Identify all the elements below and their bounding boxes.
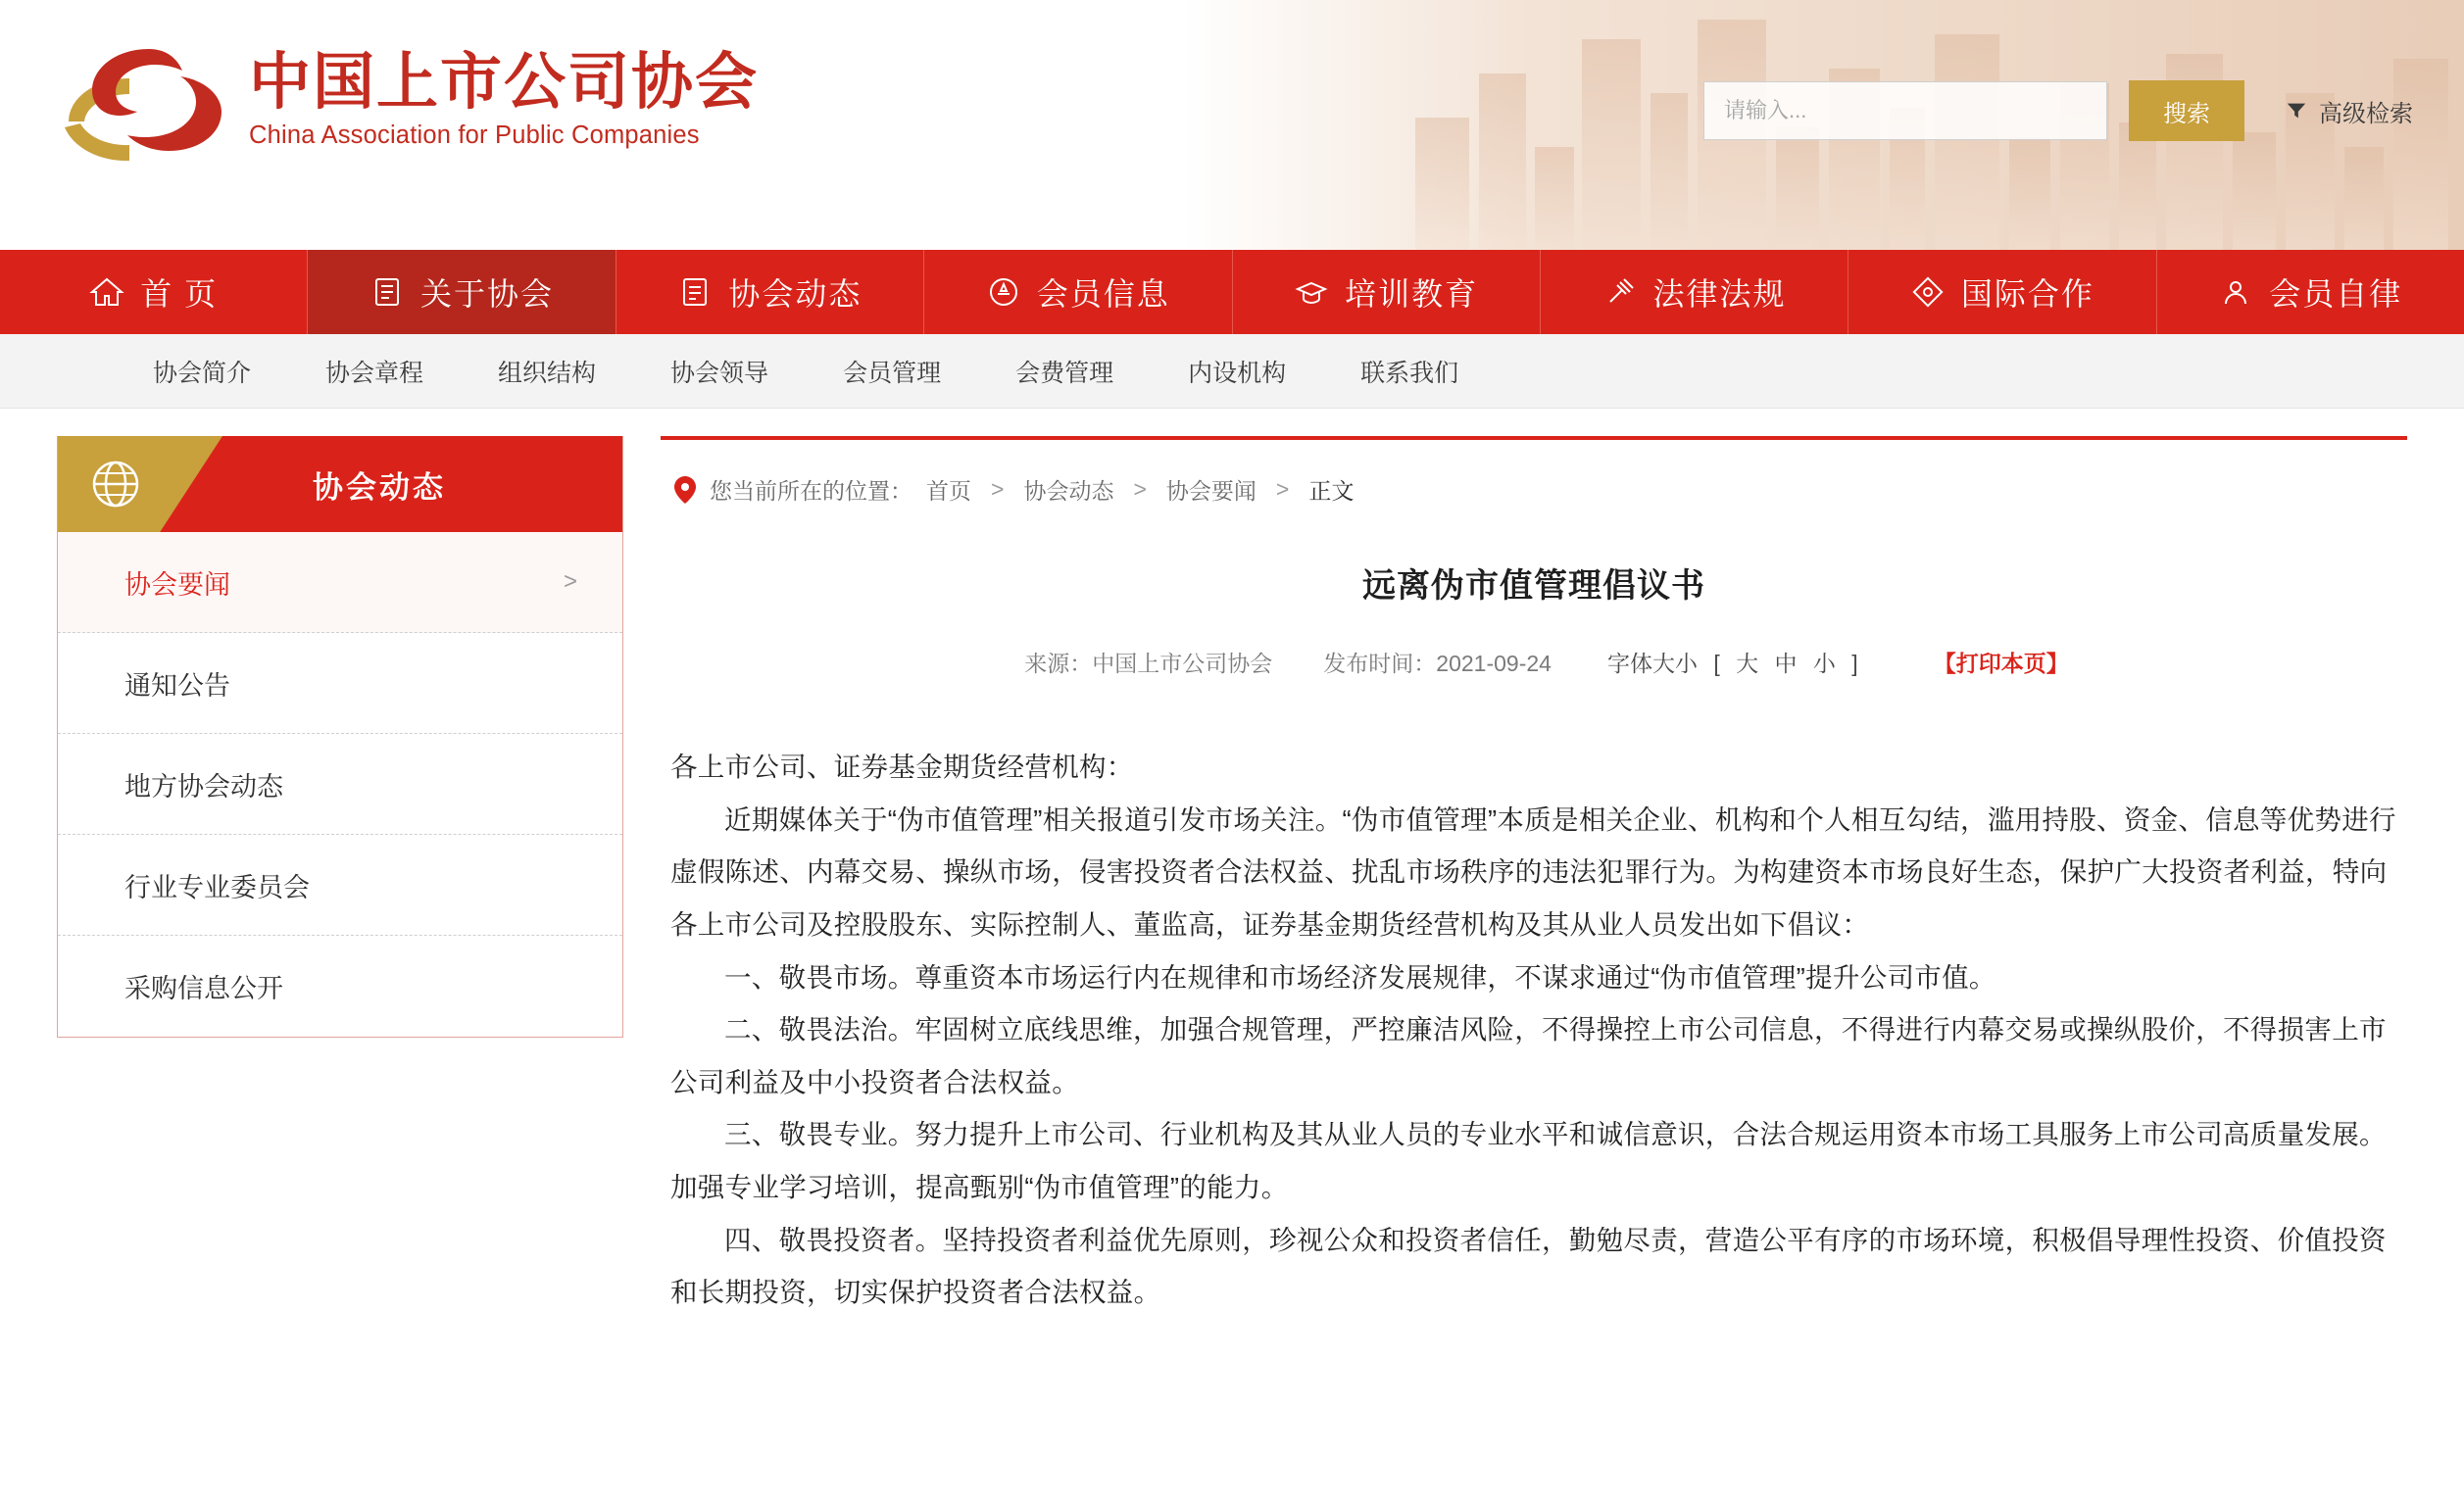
content-area [661, 436, 2407, 1378]
site-logo[interactable] [55, 37, 759, 163]
sidebar-header [58, 436, 622, 532]
subnav-item-member-mgmt[interactable]: 会员管理 [843, 359, 942, 387]
article-date [1323, 646, 1552, 678]
advanced-search-label: 高级检索 [2319, 100, 2413, 127]
nav-item-news[interactable] [616, 250, 924, 334]
handshake-icon [1910, 274, 1946, 310]
search-button[interactable]: 搜索 [2129, 80, 2244, 141]
article-date-label: 发布时间： [1323, 651, 1437, 676]
article-body [661, 741, 2407, 1378]
article-paragraph: 一、敬畏市场。尊重资本市场运行内在规律和市场经济发展规律，不谋求通过“伪市值管理”提升公司市值。 [724, 961, 1996, 993]
nav-label: 国际合作 [1960, 276, 2094, 312]
badge-icon [986, 274, 1021, 310]
news-icon [677, 274, 713, 310]
nav-label: 培训教育 [1345, 276, 1479, 312]
nav-item-about[interactable] [308, 250, 616, 334]
search-area [1703, 80, 2413, 141]
sidebar-item-local-association[interactable] [58, 734, 622, 835]
page-body [0, 409, 2464, 1378]
subnav-item-contact[interactable]: 联系我们 [1360, 359, 1459, 387]
nav-label: 关于协会 [420, 276, 555, 312]
breadcrumb-item-news[interactable]: 协会动态 [1023, 478, 1114, 504]
main-navigation [0, 250, 2464, 334]
article-paragraph: 二、敬畏法治。牢固树立底线思维，加强合规管理，严控廉洁风险，不得操控上市公司信息，不得进行内幕交易或操纵股价，不得损害上市公司利益及中小投资者合法权益。 [670, 1014, 2387, 1097]
article-date-value: 2021-09-24 [1436, 651, 1552, 676]
gavel-icon [1602, 274, 1638, 310]
article-title: 远离伪市值管理倡议书 [1362, 567, 1705, 605]
nav-item-law[interactable] [1541, 250, 1848, 334]
sidebar-item-procurement[interactable] [58, 936, 622, 1037]
font-size-medium[interactable]: 中 [1774, 651, 1798, 676]
globe-icon [89, 458, 142, 510]
nav-label: 法律法规 [1652, 276, 1787, 312]
font-size-small[interactable]: 小 [1812, 651, 1836, 676]
home-icon [89, 274, 124, 310]
subnav-item-intro[interactable]: 协会简介 [153, 359, 252, 387]
article-paragraph: 各上市公司、证券基金期货经营机构： [670, 752, 1134, 782]
breadcrumb-prefix: 您当前所在的位置： [710, 478, 912, 504]
subnav-item-leadership[interactable]: 协会领导 [670, 359, 769, 387]
nav-label: 首 页 [140, 276, 219, 312]
subnav-item-departments[interactable]: 内设机构 [1188, 359, 1287, 387]
breadcrumb-separator: > [1275, 476, 1290, 502]
font-size-control [1602, 646, 1863, 678]
sidebar-item-label: 地方协会动态 [124, 771, 283, 802]
subnav-item-fee-mgmt[interactable]: 会费管理 [1015, 359, 1114, 387]
nav-item-training[interactable] [1233, 250, 1541, 334]
sidebar [57, 436, 623, 1038]
sidebar-title: 协会动态 [313, 469, 446, 505]
logo-mark-icon [55, 37, 223, 163]
article-meta [661, 646, 2407, 678]
advanced-search-link[interactable] [2286, 94, 2413, 128]
sidebar-item-notices[interactable] [58, 633, 622, 734]
font-size-bracket-open: [ [1713, 651, 1720, 676]
breadcrumb-item-current: 正文 [1308, 478, 1355, 504]
nav-item-selfdiscipline[interactable] [2157, 250, 2464, 334]
article-source-label: 来源： [1024, 651, 1093, 676]
font-size-large[interactable]: 大 [1736, 651, 1759, 676]
graduation-cap-icon [1294, 274, 1329, 310]
nav-label: 会员自律 [2269, 276, 2403, 312]
breadcrumb-separator: > [991, 476, 1005, 502]
nav-item-members[interactable] [924, 250, 1232, 334]
nav-label: 协会动态 [728, 276, 862, 312]
breadcrumb-item-headlines[interactable]: 协会要闻 [1165, 478, 1257, 504]
sub-navigation [0, 334, 2464, 409]
person-icon [2218, 274, 2253, 310]
subnav-item-structure[interactable]: 组织结构 [498, 359, 597, 387]
font-size-bracket-close: ] [1851, 651, 1858, 676]
location-pin-icon [674, 476, 696, 504]
nav-item-home[interactable] [0, 250, 308, 334]
search-input[interactable] [1703, 81, 2107, 140]
breadcrumb-item-home[interactable]: 首页 [926, 478, 971, 504]
nav-label: 会员信息 [1036, 276, 1170, 312]
breadcrumb [661, 440, 2407, 506]
article-paragraph: 三、敬畏专业。努力提升上市公司、行业机构及其从业人员的专业水平和诚信意识，合法合规运用资本市场工具服务上市公司高质量发展。加强专业学习培训，提高甄别“伪市值管理”的能力。 [670, 1119, 2387, 1202]
sidebar-item-news[interactable] [58, 532, 622, 633]
sidebar-item-label: 采购信息公开 [124, 974, 283, 1003]
article-paragraph: 近期媒体关于“伪市值管理”相关报道引发市场关注。“伪市值管理”本质是相关企业、机构和个人相互勾结，滥用持股、资金、信息等优势进行虚假陈述、内幕交易、操纵市场，侵害投资者合法权益、扰乱市场秩序的违法犯罪行为。为构建资本市场良好生态，保护广大投资者利益，特向各上市公司及控股股东、实际控制人、董监高，证券基金期货经营机构及其从业人员发出如下倡议： [670, 803, 2396, 940]
article-source-value: 中国上市公司协会 [1092, 651, 1273, 676]
subnav-item-charter[interactable]: 协会章程 [325, 359, 424, 387]
logo-text-cn: 中国上市公司协会 [249, 48, 759, 118]
sidebar-item-label: 行业专业委员会 [124, 872, 310, 902]
logo-text-en: China Association for Public Companies [249, 121, 700, 149]
breadcrumb-separator: > [1133, 476, 1147, 502]
article-source [1024, 646, 1272, 678]
document-icon [370, 274, 405, 310]
funnel-icon [2286, 100, 2307, 122]
print-page-button[interactable]: 【打印本页】 [1933, 651, 2069, 676]
article-paragraph: 四、敬畏投资者。坚持投资者利益优先原则，珍视公众和投资者信任，勤勉尽责，营造公平有序的市场环境，积极倡导理性投资、价值投资和长期投资，切实保护投资者合法权益。 [670, 1224, 2387, 1308]
sidebar-item-label: 协会要闻 [124, 569, 230, 600]
nav-item-international[interactable] [1848, 250, 2156, 334]
chevron-right-icon: > [563, 568, 577, 595]
sidebar-item-label: 通知公告 [124, 670, 230, 701]
sidebar-item-committees[interactable] [58, 835, 622, 936]
font-size-label: 字体大小 [1606, 651, 1698, 676]
site-header [0, 0, 2464, 250]
